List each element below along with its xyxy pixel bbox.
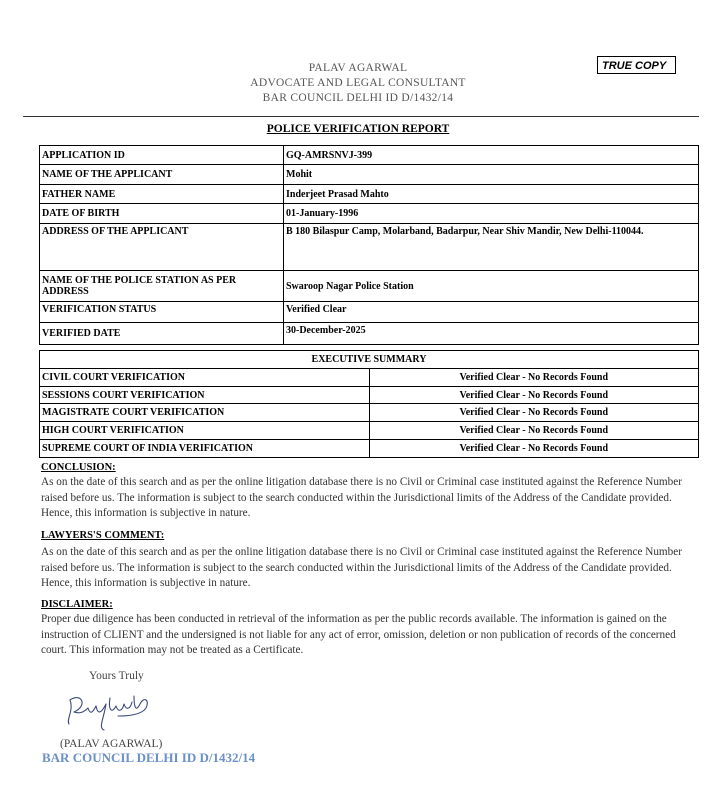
closing-text: Yours Truly [89, 670, 144, 682]
detail-label: ADDRESS OF THE APPLICANT [40, 224, 284, 271]
table-row [40, 387, 699, 404]
summary-label: CIVIL COURT VERIFICATION [40, 369, 370, 387]
summary-value: Verified Clear - No Records Found [369, 369, 699, 387]
table-row [40, 224, 699, 271]
conclusion-text: As on the date of this search and as per the online litigation database there is no Civil or Criminal case instituted against the Reference Number raised before us. The information is subject to the search conducted within the Jurisdictional limits of the Address of the Candidate provided. Hence, this information is subjective in nature. [41, 476, 682, 519]
table-row [40, 185, 699, 204]
table-row [40, 165, 699, 185]
detail-label: APPLICATION ID [40, 146, 284, 165]
detail-value: Inderjeet Prasad Mahto [284, 185, 699, 204]
detail-label: DATE OF BIRTH [40, 204, 284, 224]
summary-label: SUPREME COURT OF INDIA VERIFICATION [40, 440, 370, 458]
executive-summary-table [39, 350, 699, 458]
table-row [40, 204, 699, 224]
table-row [40, 146, 699, 165]
disclaimer-text: Proper due diligence has been conducted in retrieval of the information as per the public records available. The information is gained on the instruction of CLIENT and the undersigned is not liable for any act of error, omission, deletion or non publication of records of the concerned court. This information may not be treated as a Certificate. [41, 613, 676, 656]
table-row [40, 323, 699, 345]
table-row [40, 351, 699, 369]
signatory-bar-id: BAR COUNCIL DELHI ID D/1432/14 [42, 750, 256, 765]
summary-label: MAGISTRATE COURT VERIFICATION [40, 404, 370, 422]
summary-value: Verified Clear - No Records Found [369, 404, 699, 422]
header-designation: ADVOCATE AND LEGAL CONSULTANT [250, 77, 466, 89]
detail-value: B 180 Bilaspur Camp, Molarband, Badarpur, Near Shiv Mandir, New Delhi-110044. [284, 224, 699, 271]
detail-label: FATHER NAME [40, 185, 284, 204]
detail-label: NAME OF THE APPLICANT [40, 165, 284, 185]
lawyers-comment-heading: LAWYERS'S COMMENT: [41, 530, 165, 541]
header-name: PALAV AGARWAL [308, 62, 408, 74]
report-title: POLICE VERIFICATION REPORT [266, 123, 450, 135]
signatory-name: (PALAV AGARWAL) [60, 738, 163, 750]
header-divider [23, 116, 699, 117]
details-table [39, 145, 699, 345]
header-bar-id: BAR COUNCIL DELHI ID D/1432/14 [262, 92, 454, 104]
summary-value: Verified Clear - No Records Found [369, 387, 699, 404]
detail-label: VERIFIED DATE [40, 323, 284, 345]
table-row [40, 440, 699, 458]
table-row [40, 404, 699, 422]
table-row [40, 422, 699, 440]
table-row [40, 369, 699, 387]
disclaimer-heading: DISCLAIMER: [41, 599, 113, 610]
true-copy-stamp: TRUE COPY [597, 56, 676, 74]
lawyers-comment-text: As on the date of this search and as per the online litigation database there is no Civil or Criminal case instituted against the Reference Number raised before us. The information is subject to the search conducted within the Jurisdictional limits of the Address of the Candidate provided. Hence, this information is subjective in nature. [41, 546, 682, 589]
conclusion-heading: CONCLUSION: [41, 462, 116, 473]
summary-label: SESSIONS COURT VERIFICATION [40, 387, 370, 404]
summary-value: Verified Clear - No Records Found [369, 422, 699, 440]
table-row [40, 271, 699, 302]
table-row [40, 302, 699, 323]
detail-label: VERIFICATION STATUS [40, 302, 284, 323]
detail-value: 01-January-1996 [284, 204, 699, 224]
detail-value: Swaroop Nagar Police Station [284, 271, 699, 302]
detail-value: Mohit [284, 165, 699, 185]
summary-value: Verified Clear - No Records Found [369, 440, 699, 458]
signature-image [60, 690, 160, 732]
detail-value: Verified Clear [284, 302, 699, 323]
summary-label: HIGH COURT VERIFICATION [40, 422, 370, 440]
detail-value: 30-December-2025 [284, 323, 699, 345]
summary-heading: EXECUTIVE SUMMARY [40, 351, 699, 369]
detail-label: NAME OF THE POLICE STATION AS PER ADDRESS [40, 271, 284, 302]
detail-value: GQ-AMRSNVJ-399 [284, 146, 699, 165]
